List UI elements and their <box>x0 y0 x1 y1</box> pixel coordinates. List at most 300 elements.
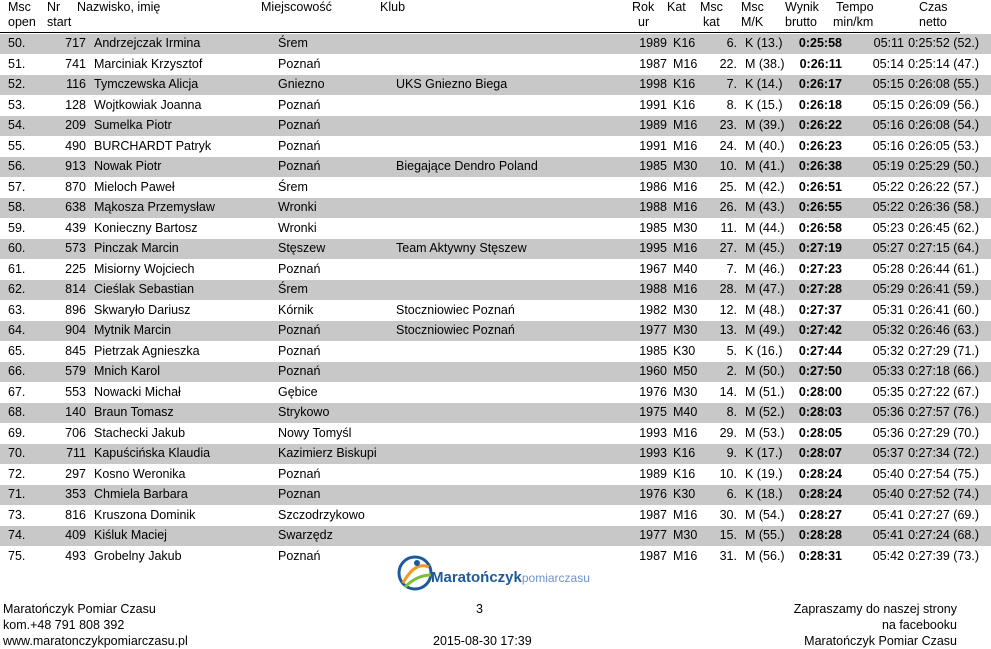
footer-phone: kom.+48 791 808 392 <box>3 618 125 632</box>
club-cell <box>396 116 634 137</box>
category-cell: K16 <box>667 95 713 116</box>
birth-year-cell: 1985 <box>634 157 667 178</box>
runner-name-cell: Skwaryło Dariusz <box>94 300 278 321</box>
table-row <box>0 198 991 219</box>
pace-cell: 05:33 <box>842 362 908 383</box>
time-net-cell: 0:26:09 (56.) <box>908 95 991 116</box>
header-kat2: kat <box>703 15 720 29</box>
place-gender-cell: M (45.) <box>745 239 785 260</box>
time-net-cell: 0:27:29 (71.) <box>908 341 991 362</box>
place-open-cell: 69. <box>0 423 56 444</box>
header-start: start <box>47 15 72 29</box>
birth-year-cell: 1986 <box>634 177 667 198</box>
place-category-cell: 29. <box>713 423 745 444</box>
place-open-cell: 63. <box>0 300 56 321</box>
birth-year-cell: 1995 <box>634 239 667 260</box>
table-row <box>0 54 991 75</box>
header-divider <box>0 32 960 33</box>
club-cell <box>396 423 634 444</box>
start-number-cell: 439 <box>56 218 94 239</box>
footer-company-right: Maratończyk Pomiar Czasu <box>804 634 957 648</box>
runner-name-cell: Mytnik Marcin <box>94 321 278 342</box>
city-cell: Wronki <box>278 198 396 219</box>
pace-cell: 05:22 <box>842 198 908 219</box>
pace-cell: 05:35 <box>842 382 908 403</box>
time-net-cell: 0:26:41 (60.) <box>908 300 991 321</box>
time-net-cell: 0:26:22 (57.) <box>908 177 991 198</box>
city-cell: Nowy Tomyśl <box>278 423 396 444</box>
runner-name-cell: Kosno Weronika <box>94 464 278 485</box>
runner-name-cell: Stachecki Jakub <box>94 423 278 444</box>
start-number-cell: 297 <box>56 464 94 485</box>
start-number-cell: 493 <box>56 546 94 567</box>
pace-cell: 05:23 <box>842 218 908 239</box>
table-row <box>0 239 991 260</box>
runner-name-cell: BURCHARDT Patryk <box>94 136 278 157</box>
table-row <box>0 280 991 301</box>
runner-name-cell: Nowak Piotr <box>94 157 278 178</box>
start-number-cell: 904 <box>56 321 94 342</box>
runner-name-cell: Mieloch Paweł <box>94 177 278 198</box>
start-number-cell: 573 <box>56 239 94 260</box>
city-cell: Poznań <box>278 116 396 137</box>
city-cell: Poznań <box>278 362 396 383</box>
table-row <box>0 423 991 444</box>
time-net-cell: 0:27:34 (72.) <box>908 444 991 465</box>
table-row <box>0 75 991 96</box>
time-gross-cell: 0:26:23 <box>785 136 842 157</box>
place-gender-cell: M (42.) <box>745 177 785 198</box>
city-cell: Stęszew <box>278 239 396 260</box>
header-rok: Rok <box>632 0 655 14</box>
start-number-cell: 209 <box>56 116 94 137</box>
place-open-cell: 54. <box>0 116 56 137</box>
time-net-cell: 0:27:39 (73.) <box>908 546 991 567</box>
header-name: Nazwisko, imię <box>77 0 161 14</box>
start-number-cell: 741 <box>56 54 94 75</box>
place-category-cell: 8. <box>713 95 745 116</box>
time-net-cell: 0:26:44 (61.) <box>908 259 991 280</box>
place-category-cell: 12. <box>713 300 745 321</box>
runner-logo-icon <box>395 553 435 593</box>
pace-cell: 05:16 <box>842 136 908 157</box>
place-gender-cell: M (56.) <box>745 546 785 567</box>
place-gender-cell: M (43.) <box>745 198 785 219</box>
table-row <box>0 341 991 362</box>
place-gender-cell: K (13.) <box>745 34 785 54</box>
table-row <box>0 34 991 54</box>
pace-cell: 05:32 <box>842 341 908 362</box>
start-number-cell: 409 <box>56 526 94 547</box>
pace-cell: 05:11 <box>842 34 908 54</box>
category-cell: M16 <box>667 54 713 75</box>
header-minkm: min/km <box>833 15 874 29</box>
city-cell: Gębice <box>278 382 396 403</box>
place-category-cell: 10. <box>713 157 745 178</box>
header-nr: Nr <box>47 0 61 14</box>
runner-name-cell: Tymczewska Alicja <box>94 75 278 96</box>
table-row <box>0 136 991 157</box>
pace-cell: 05:27 <box>842 239 908 260</box>
pace-cell: 05:31 <box>842 300 908 321</box>
club-cell <box>396 444 634 465</box>
time-gross-cell: 0:26:11 <box>785 54 842 75</box>
column-header <box>0 0 960 33</box>
city-cell: Śrem <box>278 177 396 198</box>
birth-year-cell: 1976 <box>634 382 667 403</box>
club-cell <box>396 54 634 75</box>
time-net-cell: 0:27:29 (70.) <box>908 423 991 444</box>
place-gender-cell: M (39.) <box>745 116 785 137</box>
time-net-cell: 0:25:29 (50.) <box>908 157 991 178</box>
start-number-cell: 140 <box>56 403 94 424</box>
table-row <box>0 485 991 506</box>
table-row <box>0 403 991 424</box>
runner-name-cell: Kruszona Dominik <box>94 505 278 526</box>
pace-cell: 05:42 <box>842 546 908 567</box>
time-net-cell: 0:27:15 (64.) <box>908 239 991 260</box>
pace-cell: 05:19 <box>842 157 908 178</box>
category-cell: M16 <box>667 116 713 137</box>
table-row <box>0 218 991 239</box>
time-gross-cell: 0:28:00 <box>785 382 842 403</box>
pace-cell: 05:41 <box>842 526 908 547</box>
club-cell <box>396 280 634 301</box>
start-number-cell: 711 <box>56 444 94 465</box>
club-cell: UKS Gniezno Biega <box>396 75 634 96</box>
place-open-cell: 60. <box>0 239 56 260</box>
table-row <box>0 382 991 403</box>
club-cell <box>396 198 634 219</box>
table-row <box>0 444 991 465</box>
start-number-cell: 353 <box>56 485 94 506</box>
birth-year-cell: 1967 <box>634 259 667 280</box>
city-cell: Strykowo <box>278 403 396 424</box>
place-category-cell: 22. <box>713 54 745 75</box>
runner-name-cell: Marciniak Krzysztof <box>94 54 278 75</box>
table-row <box>0 505 991 526</box>
place-category-cell: 31. <box>713 546 745 567</box>
footer-datetime: 2015-08-30 17:39 <box>433 634 532 648</box>
runner-name-cell: Konieczny Bartosz <box>94 218 278 239</box>
place-open-cell: 55. <box>0 136 56 157</box>
city-cell: Poznań <box>278 341 396 362</box>
time-net-cell: 0:25:52 (52.) <box>908 34 991 54</box>
start-number-cell: 116 <box>56 75 94 96</box>
start-number-cell: 845 <box>56 341 94 362</box>
place-category-cell: 7. <box>713 259 745 280</box>
place-gender-cell: M (47.) <box>745 280 785 301</box>
birth-year-cell: 1987 <box>634 546 667 567</box>
table-row <box>0 95 991 116</box>
place-gender-cell: M (54.) <box>745 505 785 526</box>
category-cell: K30 <box>667 485 713 506</box>
category-cell: M30 <box>667 157 713 178</box>
place-open-cell: 73. <box>0 505 56 526</box>
place-gender-cell: M (46.) <box>745 259 785 280</box>
header-kat: Kat <box>667 0 686 14</box>
club-cell: Stoczniowiec Poznań <box>396 321 634 342</box>
runner-name-cell: Pietrzak Agnieszka <box>94 341 278 362</box>
category-cell: K16 <box>667 34 713 54</box>
time-gross-cell: 0:27:37 <box>785 300 842 321</box>
birth-year-cell: 1989 <box>634 116 667 137</box>
time-gross-cell: 0:26:58 <box>785 218 842 239</box>
club-cell <box>396 341 634 362</box>
place-category-cell: 24. <box>713 136 745 157</box>
place-gender-cell: K (16.) <box>745 341 785 362</box>
pace-cell: 05:28 <box>842 259 908 280</box>
place-open-cell: 71. <box>0 485 56 506</box>
time-net-cell: 0:27:18 (66.) <box>908 362 991 383</box>
city-cell: Swarzędz <box>278 526 396 547</box>
time-gross-cell: 0:27:44 <box>785 341 842 362</box>
time-net-cell: 0:27:57 (76.) <box>908 403 991 424</box>
time-gross-cell: 0:28:31 <box>785 546 842 567</box>
maratonczyk-logo <box>395 553 590 597</box>
time-gross-cell: 0:27:50 <box>785 362 842 383</box>
pace-cell: 05:36 <box>842 403 908 424</box>
place-open-cell: 62. <box>0 280 56 301</box>
category-cell: M16 <box>667 177 713 198</box>
birth-year-cell: 1991 <box>634 95 667 116</box>
city-cell: Poznań <box>278 54 396 75</box>
club-cell <box>396 382 634 403</box>
birth-year-cell: 1960 <box>634 362 667 383</box>
birth-year-cell: 1991 <box>634 136 667 157</box>
city-cell: Wronki <box>278 218 396 239</box>
runner-name-cell: Mąkosza Przemysław <box>94 198 278 219</box>
place-gender-cell: M (49.) <box>745 321 785 342</box>
pace-cell: 05:22 <box>842 177 908 198</box>
header-club: Klub <box>380 0 406 14</box>
header-wynik: Wynik <box>785 0 819 14</box>
start-number-cell: 814 <box>56 280 94 301</box>
time-gross-cell: 0:28:28 <box>785 526 842 547</box>
header-ur: ur <box>638 15 650 29</box>
place-open-cell: 58. <box>0 198 56 219</box>
start-number-cell: 717 <box>56 34 94 54</box>
pace-cell: 05:29 <box>842 280 908 301</box>
time-net-cell: 0:27:52 (74.) <box>908 485 991 506</box>
place-open-cell: 70. <box>0 444 56 465</box>
start-number-cell: 579 <box>56 362 94 383</box>
start-number-cell: 913 <box>56 157 94 178</box>
club-cell <box>396 464 634 485</box>
place-category-cell: 28. <box>713 280 745 301</box>
results-table <box>0 34 991 567</box>
place-gender-cell: M (48.) <box>745 300 785 321</box>
place-open-cell: 68. <box>0 403 56 424</box>
category-cell: M16 <box>667 198 713 219</box>
header-city: Miejscowość <box>261 0 332 14</box>
header-netto: netto <box>919 15 947 29</box>
club-cell <box>396 177 634 198</box>
birth-year-cell: 1987 <box>634 505 667 526</box>
category-cell: M16 <box>667 546 713 567</box>
pace-cell: 05:41 <box>842 505 908 526</box>
place-category-cell: 2. <box>713 362 745 383</box>
place-open-cell: 67. <box>0 382 56 403</box>
place-category-cell: 10. <box>713 464 745 485</box>
table-row <box>0 526 991 547</box>
table-row <box>0 300 991 321</box>
start-number-cell: 225 <box>56 259 94 280</box>
place-open-cell: 51. <box>0 54 56 75</box>
place-category-cell: 6. <box>713 34 745 54</box>
time-net-cell: 0:26:45 (62.) <box>908 218 991 239</box>
time-gross-cell: 0:28:24 <box>785 464 842 485</box>
pace-cell: 05:40 <box>842 485 908 506</box>
time-net-cell: 0:26:41 (59.) <box>908 280 991 301</box>
runner-name-cell: Chmiela Barbara <box>94 485 278 506</box>
place-category-cell: 13. <box>713 321 745 342</box>
city-cell: Poznań <box>278 136 396 157</box>
table-row <box>0 321 991 342</box>
runner-name-cell: Sumelka Piotr <box>94 116 278 137</box>
place-open-cell: 74. <box>0 526 56 547</box>
runner-name-cell: Nowacki Michał <box>94 382 278 403</box>
category-cell: M30 <box>667 300 713 321</box>
club-cell <box>396 485 634 506</box>
time-gross-cell: 0:26:22 <box>785 116 842 137</box>
place-gender-cell: K (15.) <box>745 95 785 116</box>
header-msc-mk: Msc <box>741 0 764 14</box>
city-cell: Poznań <box>278 157 396 178</box>
runner-name-cell: Grobelny Jakub <box>94 546 278 567</box>
club-cell: Biegające Dendro Poland <box>396 157 634 178</box>
place-category-cell: 25. <box>713 177 745 198</box>
table-row <box>0 362 991 383</box>
category-cell: M30 <box>667 218 713 239</box>
place-open-cell: 72. <box>0 464 56 485</box>
pace-cell: 05:36 <box>842 423 908 444</box>
start-number-cell: 816 <box>56 505 94 526</box>
category-cell: M16 <box>667 280 713 301</box>
time-net-cell: 0:26:46 (63.) <box>908 321 991 342</box>
place-open-cell: 52. <box>0 75 56 96</box>
club-cell <box>396 362 634 383</box>
time-gross-cell: 0:28:27 <box>785 505 842 526</box>
category-cell: M30 <box>667 382 713 403</box>
time-gross-cell: 0:25:58 <box>785 34 842 54</box>
place-open-cell: 53. <box>0 95 56 116</box>
club-cell <box>396 505 634 526</box>
category-cell: K16 <box>667 464 713 485</box>
city-cell: Kórnik <box>278 300 396 321</box>
club-cell <box>396 34 634 54</box>
time-gross-cell: 0:27:19 <box>785 239 842 260</box>
birth-year-cell: 1988 <box>634 280 667 301</box>
place-category-cell: 30. <box>713 505 745 526</box>
category-cell: M30 <box>667 321 713 342</box>
place-category-cell: 7. <box>713 75 745 96</box>
club-cell <box>396 526 634 547</box>
time-gross-cell: 0:26:18 <box>785 95 842 116</box>
place-open-cell: 64. <box>0 321 56 342</box>
time-gross-cell: 0:26:17 <box>785 75 842 96</box>
place-category-cell: 23. <box>713 116 745 137</box>
place-gender-cell: K (19.) <box>745 464 785 485</box>
place-gender-cell: M (52.) <box>745 403 785 424</box>
city-cell: Gniezno <box>278 75 396 96</box>
category-cell: M30 <box>667 526 713 547</box>
time-gross-cell: 0:26:51 <box>785 177 842 198</box>
time-net-cell: 0:26:36 (58.) <box>908 198 991 219</box>
place-open-cell: 56. <box>0 157 56 178</box>
time-net-cell: 0:26:05 (53.) <box>908 136 991 157</box>
time-net-cell: 0:27:22 (67.) <box>908 382 991 403</box>
footer-facebook: na facebooku <box>881 618 957 632</box>
place-category-cell: 9. <box>713 444 745 465</box>
time-net-cell: 0:25:14 (47.) <box>908 54 991 75</box>
club-cell <box>396 218 634 239</box>
birth-year-cell: 1993 <box>634 423 667 444</box>
category-cell: M16 <box>667 423 713 444</box>
start-number-cell: 128 <box>56 95 94 116</box>
runner-name-cell: Pinczak Marcin <box>94 239 278 260</box>
header-open: open <box>8 15 36 29</box>
city-cell: Poznań <box>278 464 396 485</box>
category-cell: M40 <box>667 403 713 424</box>
header-mk: M/K <box>741 15 764 29</box>
header-brutto: brutto <box>785 15 817 29</box>
time-gross-cell: 0:26:38 <box>785 157 842 178</box>
time-gross-cell: 0:27:23 <box>785 259 842 280</box>
category-cell: K30 <box>667 341 713 362</box>
city-cell: Poznań <box>278 95 396 116</box>
start-number-cell: 896 <box>56 300 94 321</box>
place-gender-cell: M (51.) <box>745 382 785 403</box>
time-net-cell: 0:27:24 (68.) <box>908 526 991 547</box>
city-cell: Kazimierz Biskupi <box>278 444 396 465</box>
category-cell: M16 <box>667 136 713 157</box>
place-gender-cell: K (18.) <box>745 485 785 506</box>
place-category-cell: 14. <box>713 382 745 403</box>
city-cell: Poznań <box>278 321 396 342</box>
time-gross-cell: 0:28:05 <box>785 423 842 444</box>
city-cell: Śrem <box>278 280 396 301</box>
place-open-cell: 65. <box>0 341 56 362</box>
table-row <box>0 177 991 198</box>
place-category-cell: 15. <box>713 526 745 547</box>
start-number-cell: 553 <box>56 382 94 403</box>
pace-cell: 05:40 <box>842 464 908 485</box>
logo-brand: Maratończyk <box>431 569 522 586</box>
birth-year-cell: 1977 <box>634 321 667 342</box>
pace-cell: 05:37 <box>842 444 908 465</box>
category-cell: M16 <box>667 239 713 260</box>
place-open-cell: 66. <box>0 362 56 383</box>
place-category-cell: 8. <box>713 403 745 424</box>
birth-year-cell: 1993 <box>634 444 667 465</box>
birth-year-cell: 1985 <box>634 218 667 239</box>
place-category-cell: 11. <box>713 218 745 239</box>
header-msc: Msc <box>8 0 31 14</box>
pace-cell: 05:15 <box>842 95 908 116</box>
place-category-cell: 26. <box>713 198 745 219</box>
place-gender-cell: M (55.) <box>745 526 785 547</box>
city-cell: Śrem <box>278 34 396 54</box>
time-net-cell: 0:27:27 (69.) <box>908 505 991 526</box>
runner-name-cell: Andrzejczak Irmina <box>94 34 278 54</box>
club-cell <box>396 95 634 116</box>
pace-cell: 05:15 <box>842 75 908 96</box>
category-cell: M50 <box>667 362 713 383</box>
runner-name-cell: Misiorny Wojciech <box>94 259 278 280</box>
place-gender-cell: K (14.) <box>745 75 785 96</box>
runner-name-cell: Mnich Karol <box>94 362 278 383</box>
